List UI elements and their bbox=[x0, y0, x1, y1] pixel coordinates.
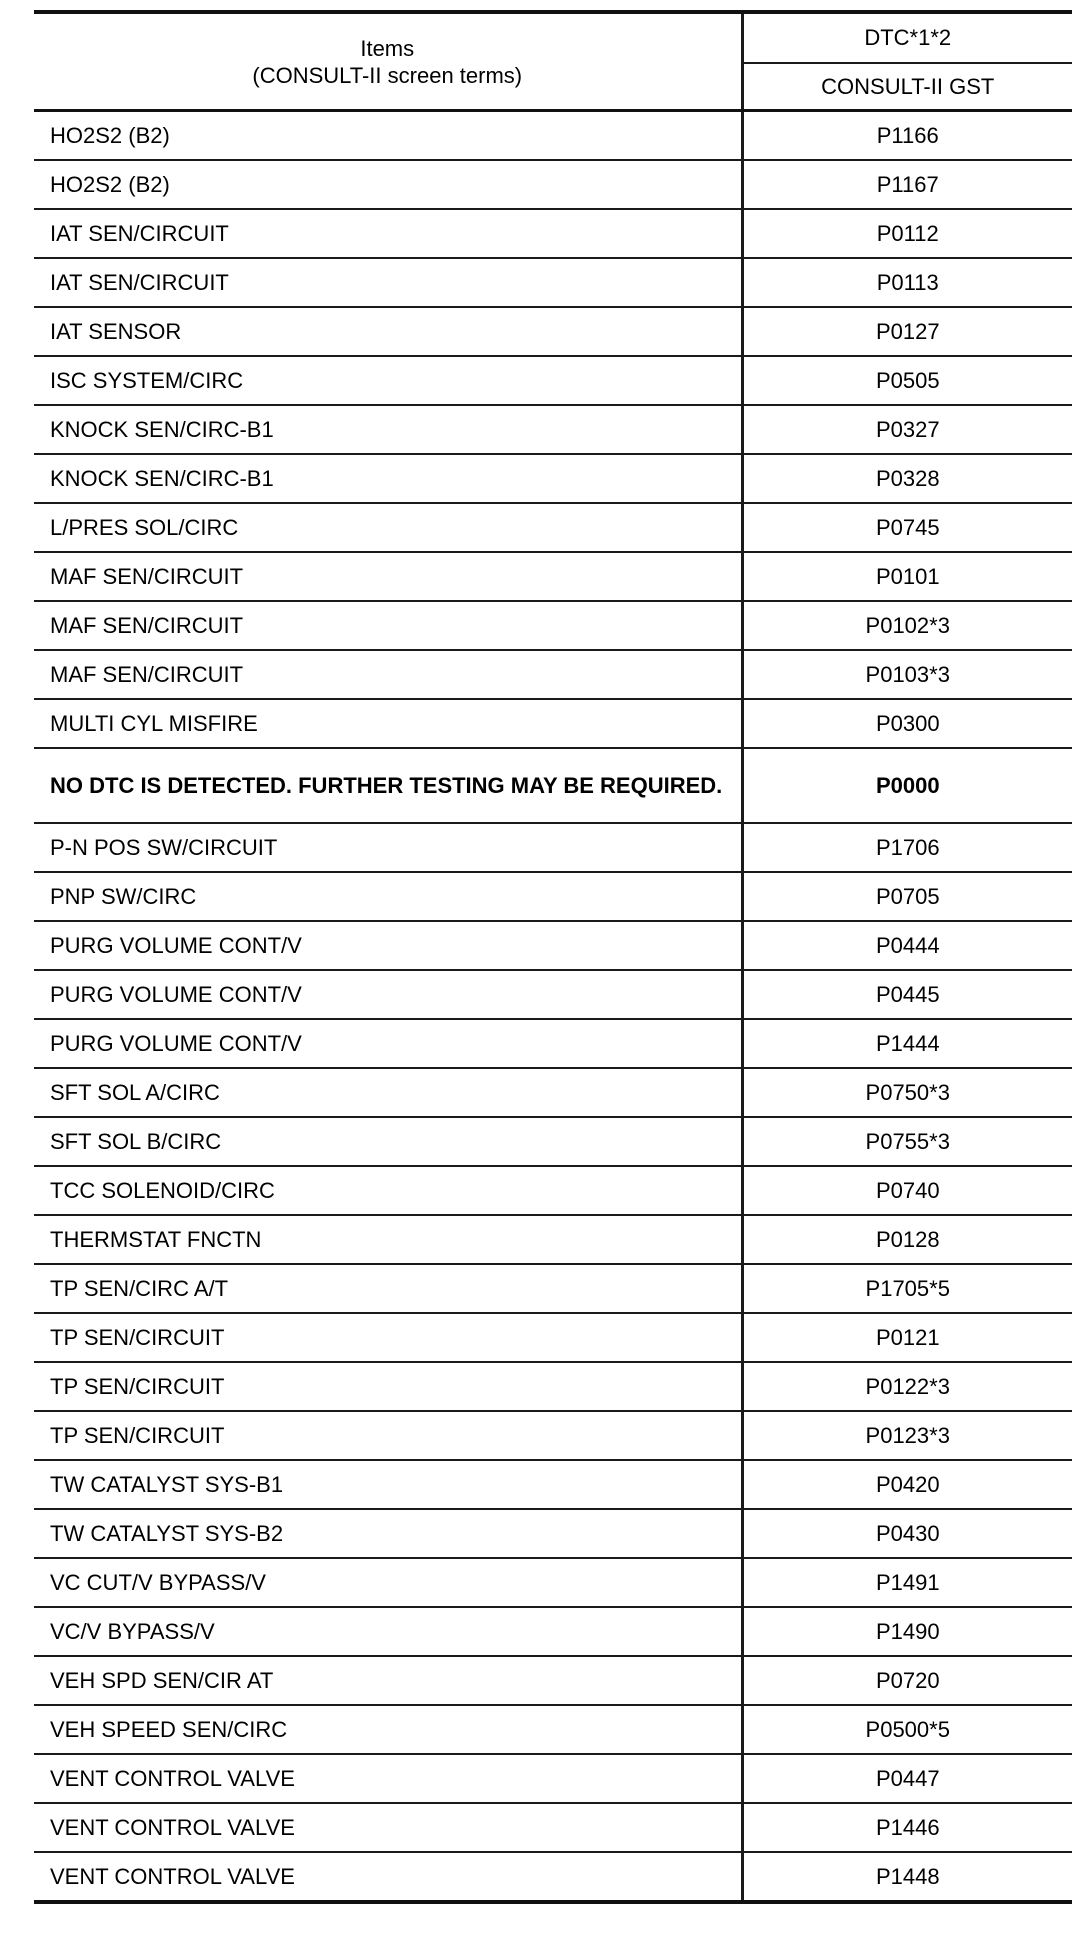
items-header-subtitle: (CONSULT-II screen terms) bbox=[252, 62, 523, 88]
dtc-code-cell: P0328 bbox=[742, 454, 1072, 503]
table-row bbox=[34, 699, 1072, 748]
dtc-code-cell: P1448 bbox=[742, 1852, 1072, 1902]
item-cell: THERMSTAT FNCTN bbox=[34, 1215, 742, 1264]
item-cell: PNP SW/CIRC bbox=[34, 872, 742, 921]
table-row bbox=[34, 552, 1072, 601]
item-cell: IAT SEN/CIRCUIT bbox=[34, 258, 742, 307]
dtc-code-cell: P1446 bbox=[742, 1803, 1072, 1852]
table-row bbox=[34, 823, 1072, 872]
dtc-code-cell: P0705 bbox=[742, 872, 1072, 921]
dtc-code-cell: P0447 bbox=[742, 1754, 1072, 1803]
dtc-table bbox=[34, 10, 1072, 1904]
table-row bbox=[34, 748, 1072, 823]
item-cell: SFT SOL A/CIRC bbox=[34, 1068, 742, 1117]
item-cell: KNOCK SEN/CIRC-B1 bbox=[34, 454, 742, 503]
item-cell: TP SEN/CIRCUIT bbox=[34, 1411, 742, 1460]
table-row bbox=[34, 454, 1072, 503]
table-row bbox=[34, 601, 1072, 650]
item-cell: PURG VOLUME CONT/V bbox=[34, 1019, 742, 1068]
dtc-code-cell: P0327 bbox=[742, 405, 1072, 454]
dtc-code-cell: P1444 bbox=[742, 1019, 1072, 1068]
dtc-code-cell: P1167 bbox=[742, 160, 1072, 209]
item-cell: NO DTC IS DETECTED. FURTHER TESTING MAY BE REQUIRED. bbox=[34, 748, 742, 823]
table-row bbox=[34, 209, 1072, 258]
item-cell: IAT SENSOR bbox=[34, 307, 742, 356]
table-row bbox=[34, 307, 1072, 356]
dtc-code-cell: P0445 bbox=[742, 970, 1072, 1019]
table-row bbox=[34, 1803, 1072, 1852]
dtc-code-cell: P0123*3 bbox=[742, 1411, 1072, 1460]
table-row bbox=[34, 1754, 1072, 1803]
dtc-code-cell: P1705*5 bbox=[742, 1264, 1072, 1313]
item-cell: VEH SPD SEN/CIR AT bbox=[34, 1656, 742, 1705]
dtc-code-cell: P0000 bbox=[742, 748, 1072, 823]
item-cell: IAT SEN/CIRCUIT bbox=[34, 209, 742, 258]
dtc-code-cell: P0740 bbox=[742, 1166, 1072, 1215]
dtc-code-cell: P0102*3 bbox=[742, 601, 1072, 650]
dtc-code-cell: P0750*3 bbox=[742, 1068, 1072, 1117]
table-row bbox=[34, 1852, 1072, 1902]
table-row bbox=[34, 1117, 1072, 1166]
item-cell: L/PRES SOL/CIRC bbox=[34, 503, 742, 552]
table-row bbox=[34, 1411, 1072, 1460]
table-row bbox=[34, 921, 1072, 970]
dtc-code-cell: P0720 bbox=[742, 1656, 1072, 1705]
table-row bbox=[34, 872, 1072, 921]
table-row bbox=[34, 1607, 1072, 1656]
table-row bbox=[34, 405, 1072, 454]
item-cell: P-N POS SW/CIRCUIT bbox=[34, 823, 742, 872]
table-row bbox=[34, 111, 1072, 161]
dtc-code-cell: P0113 bbox=[742, 258, 1072, 307]
dtc-code-cell: P0755*3 bbox=[742, 1117, 1072, 1166]
item-cell: HO2S2 (B2) bbox=[34, 160, 742, 209]
table-row bbox=[34, 1313, 1072, 1362]
item-cell: MAF SEN/CIRCUIT bbox=[34, 601, 742, 650]
item-cell: TW CATALYST SYS-B2 bbox=[34, 1509, 742, 1558]
dtc-code-cell: P1706 bbox=[742, 823, 1072, 872]
dtc-code-cell: P0112 bbox=[742, 209, 1072, 258]
table-row bbox=[34, 160, 1072, 209]
table-row bbox=[34, 650, 1072, 699]
table-row bbox=[34, 1509, 1072, 1558]
table-row bbox=[34, 1068, 1072, 1117]
item-cell: TCC SOLENOID/CIRC bbox=[34, 1166, 742, 1215]
table-body bbox=[34, 111, 1072, 1903]
item-cell: KNOCK SEN/CIRC-B1 bbox=[34, 405, 742, 454]
item-cell: VENT CONTROL VALVE bbox=[34, 1754, 742, 1803]
dtc-code-cell: P1491 bbox=[742, 1558, 1072, 1607]
item-cell: MAF SEN/CIRCUIT bbox=[34, 650, 742, 699]
dtc-column-header: DTC*1*2 bbox=[742, 12, 1072, 63]
table-row bbox=[34, 1558, 1072, 1607]
table-row bbox=[34, 1656, 1072, 1705]
dtc-code-cell: P1490 bbox=[742, 1607, 1072, 1656]
item-cell: TP SEN/CIRCUIT bbox=[34, 1313, 742, 1362]
dtc-code-cell: P0505 bbox=[742, 356, 1072, 405]
table-header bbox=[34, 12, 1072, 111]
table-row bbox=[34, 1215, 1072, 1264]
item-cell: SFT SOL B/CIRC bbox=[34, 1117, 742, 1166]
dtc-code-cell: P0122*3 bbox=[742, 1362, 1072, 1411]
table-row bbox=[34, 1264, 1072, 1313]
item-cell: VENT CONTROL VALVE bbox=[34, 1803, 742, 1852]
item-cell: TW CATALYST SYS-B1 bbox=[34, 1460, 742, 1509]
item-cell: VC/V BYPASS/V bbox=[34, 1607, 742, 1656]
item-cell: ISC SYSTEM/CIRC bbox=[34, 356, 742, 405]
table-row bbox=[34, 503, 1072, 552]
dtc-code-cell: P1166 bbox=[742, 111, 1072, 161]
table-row bbox=[34, 356, 1072, 405]
item-cell: MULTI CYL MISFIRE bbox=[34, 699, 742, 748]
item-cell: PURG VOLUME CONT/V bbox=[34, 970, 742, 1019]
table-row bbox=[34, 970, 1072, 1019]
table-row bbox=[34, 1460, 1072, 1509]
dtc-code-cell: P0103*3 bbox=[742, 650, 1072, 699]
table-row bbox=[34, 1362, 1072, 1411]
dtc-subcolumn-header: CONSULT-II GST bbox=[742, 63, 1072, 111]
item-cell: PURG VOLUME CONT/V bbox=[34, 921, 742, 970]
item-cell: TP SEN/CIRCUIT bbox=[34, 1362, 742, 1411]
dtc-code-cell: P0745 bbox=[742, 503, 1072, 552]
dtc-code-cell: P0127 bbox=[742, 307, 1072, 356]
dtc-code-cell: P0430 bbox=[742, 1509, 1072, 1558]
dtc-code-cell: P0300 bbox=[742, 699, 1072, 748]
item-cell: VC CUT/V BYPASS/V bbox=[34, 1558, 742, 1607]
items-header-title: Items bbox=[360, 35, 415, 61]
table-row bbox=[34, 1705, 1072, 1754]
items-column-header bbox=[34, 12, 742, 111]
dtc-code-cell: P0500*5 bbox=[742, 1705, 1072, 1754]
table-row bbox=[34, 1166, 1072, 1215]
dtc-code-cell: P0128 bbox=[742, 1215, 1072, 1264]
item-cell: TP SEN/CIRC A/T bbox=[34, 1264, 742, 1313]
dtc-code-cell: P0444 bbox=[742, 921, 1072, 970]
item-cell: VEH SPEED SEN/CIRC bbox=[34, 1705, 742, 1754]
item-cell: VENT CONTROL VALVE bbox=[34, 1852, 742, 1902]
dtc-code-cell: P0101 bbox=[742, 552, 1072, 601]
table-row bbox=[34, 1019, 1072, 1068]
table-row bbox=[34, 258, 1072, 307]
dtc-code-cell: P0121 bbox=[742, 1313, 1072, 1362]
item-cell: HO2S2 (B2) bbox=[34, 111, 742, 161]
item-cell: MAF SEN/CIRCUIT bbox=[34, 552, 742, 601]
dtc-code-cell: P0420 bbox=[742, 1460, 1072, 1509]
